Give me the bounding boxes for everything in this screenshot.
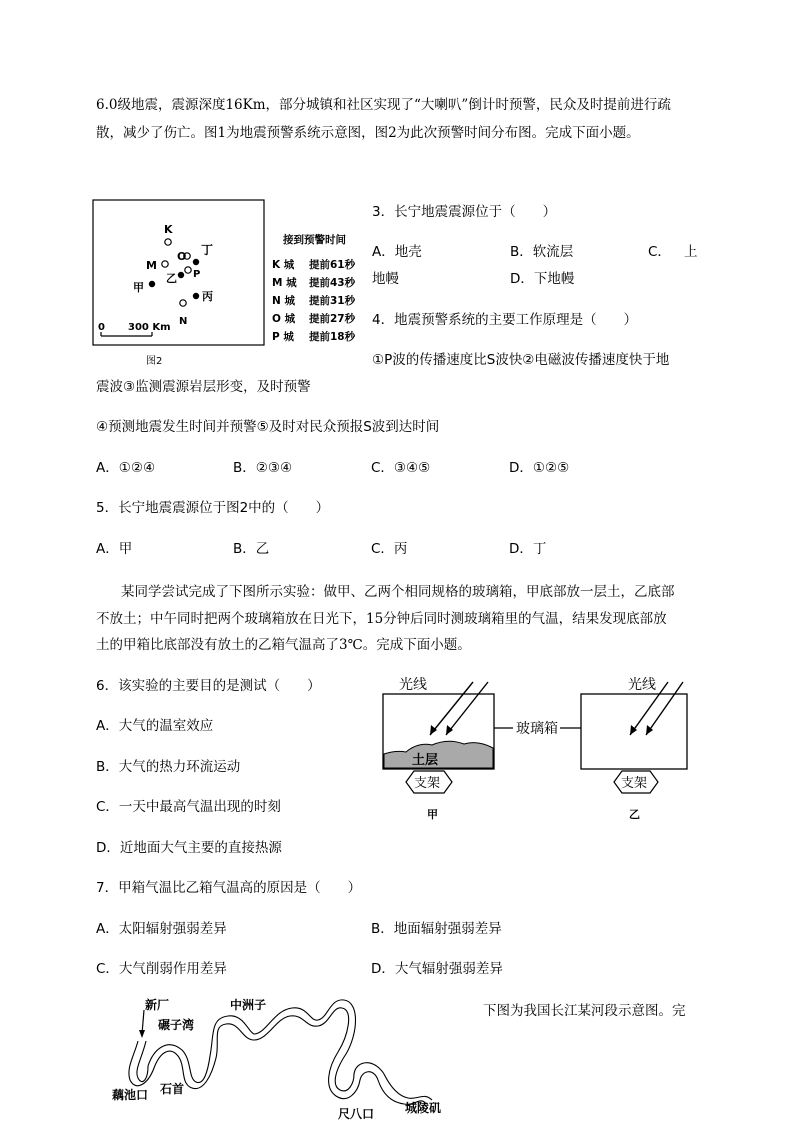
legend-city-3: N 城: [272, 295, 295, 307]
q4-stem: 4．地震预警系统的主要工作原理是（ ）: [372, 312, 638, 328]
legend-city-4: O 城: [272, 313, 296, 325]
box-label-b: 乙: [629, 808, 640, 821]
experiment-svg: [378, 672, 698, 822]
intro-line-2: 散，减少了伤亡。图1为地震预警系统示意图，图2为此次预警时间分布图。完成下面小题。: [96, 125, 640, 141]
passage2-line-1: 某同学尝试完成了下图所示实验：做甲、乙两个相同规格的玻璃箱，甲底部放一层土，乙底部: [121, 584, 675, 600]
label-p: P: [193, 269, 201, 280]
label-niezi: 碾子湾: [158, 1018, 195, 1032]
point-ding: [193, 259, 199, 265]
legend-city-2: M 城: [272, 277, 297, 289]
point-n: [180, 300, 186, 306]
light-label-a: 光线: [399, 677, 427, 693]
q6-option-d: D．近地面大气主要的直接热源: [96, 840, 282, 856]
q5-option-d: D．丁: [509, 541, 547, 557]
q6-stem: 6．该实验的主要目的是测试（ ）: [96, 678, 321, 694]
label-k: K: [164, 223, 173, 236]
experiment-diagram: [378, 672, 698, 822]
q3-stem: 3．长宁地震震源位于（ ）: [372, 204, 557, 220]
label-bing: 丙: [202, 290, 213, 303]
scale-zero: 0: [98, 322, 105, 333]
q3-option-c-cont: 地幔: [372, 271, 399, 287]
q3-option-a: A．地壳: [372, 244, 422, 260]
river-map: [108, 996, 453, 1123]
q3-option-b: B．软流层: [510, 244, 574, 260]
figure-caption: 图2: [146, 356, 163, 367]
light-label-b: 光线: [628, 677, 656, 693]
label-jia: 甲: [133, 281, 144, 294]
legend-time-1: 提前61秒: [309, 259, 356, 271]
river-intro: 下图为我国长江某河段示意图。完: [483, 1003, 686, 1019]
q4-line-1: ①P波的传播速度比S波快②电磁波传播速度快于地: [372, 352, 670, 368]
q4-option-d: D．①②⑤: [509, 460, 570, 476]
point-yi: [178, 272, 184, 278]
legend-time-3: 提前31秒: [309, 295, 356, 307]
label-xinchang: 新厂: [145, 998, 170, 1012]
label-chenglingji: 城陵矶: [405, 1101, 442, 1115]
label-yi: 乙: [166, 272, 177, 285]
q5-stem: 5．长宁地震震源位于图2中的（ ）: [96, 500, 330, 516]
glass-label: 玻璃箱: [516, 721, 558, 737]
figure-2: [92, 198, 367, 368]
q4-option-a: A．①②④: [96, 460, 156, 476]
q7-option-a: A．太阳辐射强弱差异: [96, 921, 227, 937]
label-o: O: [177, 250, 187, 263]
legend-title: 接到预警时间: [283, 234, 346, 246]
river-map-svg: [108, 996, 453, 1123]
q4-line-2: 震波③监测震源岩层形变，及时预警: [96, 379, 311, 395]
q4-line-3: ④预测地震发生时间并预警⑤及时对民众预报S波到达时间: [96, 419, 440, 435]
stand-label-a: 支架: [414, 776, 441, 791]
passage2-line-2: 不放土；中午同时把两个玻璃箱放在日光下，15分钟后同时测玻璃箱里的气温，结果发现底部放: [96, 611, 667, 627]
q6-option-a: A．大气的温室效应: [96, 718, 214, 734]
point-jia: [149, 281, 155, 287]
label-n: N: [179, 316, 188, 327]
label-m: M: [146, 259, 157, 272]
q3-option-d: D．下地幔: [510, 271, 575, 287]
scale-label: 300 Km: [128, 322, 171, 333]
point-p: [185, 267, 191, 273]
passage2-line-3: 土的甲箱比底部没有放土的乙箱气温高了3℃。完成下面小题。: [96, 637, 471, 653]
point-bing: [193, 293, 199, 299]
q4-option-c: C．③④⑤: [371, 460, 431, 476]
legend-city-1: K 城: [272, 259, 295, 271]
q7-option-d: D．大气辐射强弱差异: [371, 961, 503, 977]
soil-label: 土层: [412, 753, 439, 768]
label-zhongzhouzi: 中洲子: [230, 998, 267, 1012]
q5-option-c: C．丙: [371, 541, 408, 557]
q5-option-b: B．乙: [233, 541, 270, 557]
q7-option-b: B．地面辐射强弱差异: [371, 921, 502, 937]
q6-option-b: B．大气的热力环流运动: [96, 759, 241, 775]
q7-option-c: C．大气削弱作用差异: [96, 961, 227, 977]
legend-time-5: 提前18秒: [309, 331, 356, 343]
label-ding: 丁: [201, 243, 214, 257]
point-m: [162, 261, 168, 267]
figure-2-map: [92, 198, 367, 368]
label-shishou: 石首: [160, 1082, 185, 1096]
legend-time-4: 提前27秒: [309, 313, 356, 325]
legend-city-5: P 城: [272, 331, 294, 343]
q4-option-b: B．②③④: [233, 460, 293, 476]
q3-option-c-text: 上: [684, 244, 698, 260]
label-outchi: 藕池口: [112, 1088, 149, 1102]
q7-stem: 7．甲箱气温比乙箱气温高的原因是（ ）: [96, 880, 362, 896]
point-k: [165, 239, 171, 245]
box-label-a: 甲: [427, 808, 438, 821]
legend-time-2: 提前43秒: [309, 277, 356, 289]
stand-label-b: 支架: [621, 776, 648, 791]
label-chibakou: 尺八口: [338, 1107, 375, 1121]
q6-option-c: C．一天中最高气温出现的时刻: [96, 799, 281, 815]
q5-option-a: A．甲: [96, 541, 133, 557]
q3-option-c: C．: [648, 244, 671, 260]
intro-line-1: 6.0级地震，震源深度16Km，部分城镇和社区实现了“大喇叭”倒计时预警，民众及时提前进行疏: [96, 97, 671, 113]
